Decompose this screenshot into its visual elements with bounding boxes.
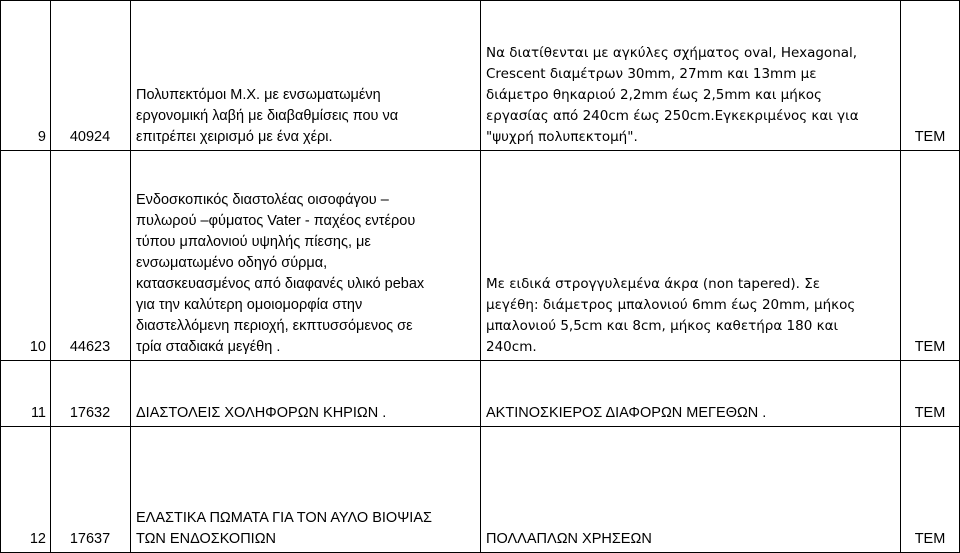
item-specification: [480, 0, 900, 150]
unit: [900, 360, 960, 426]
description-line: εργονομική λαβή με διαβαθμίσεις που να: [136, 108, 399, 124]
row-number-text: 11: [30, 405, 46, 421]
row-number: [0, 360, 50, 426]
spec-line: μπαλονιού 5,5cm και 8cm, μήκος καθετήρα 180 και: [486, 318, 839, 334]
description-line: για την καλύτερη ομοιομορφία στην: [136, 297, 363, 313]
item-code: [50, 0, 130, 150]
item-description: [130, 150, 480, 360]
description-line: Πολυπεκτόμοι Μ.Χ. με ενσωματωμένη: [136, 87, 381, 103]
row-number-text: 9: [37, 129, 46, 145]
unit: [900, 0, 960, 150]
spec-line: ΠΟΛΛΑΠΛΩΝ ΧΡΗΣΕΩΝ: [486, 531, 652, 547]
spec-line: μεγέθη: διάμετρος μπαλονιού 6mm έως 20mm, μήκος: [486, 297, 856, 313]
item-description: [130, 0, 480, 150]
item-code-text: 40924: [69, 129, 111, 145]
spec-line: Να διατίθενται με αγκύλες σχήματος oval, Hexagonal,: [486, 45, 858, 61]
description-line: τύπου μπαλονιού υψηλής πίεσης, με: [136, 234, 371, 250]
description-line: διαστελλόμενη περιοχή, εκπτυσσόμενος σε: [136, 318, 413, 334]
spec-line: διάμετρο θηκαριού 2,2mm έως 2,5mm και μήκος: [486, 87, 822, 103]
description-line: κατασκευασμένος από διαφανές υλικό pebax: [136, 276, 425, 292]
description-line: ενσωματωμένο οδηγό σύρμα,: [136, 255, 328, 271]
item-code-text: 44623: [69, 339, 111, 355]
unit: [900, 426, 960, 552]
description-line: ΕΛΑΣΤΙΚΑ ΠΩΜΑΤΑ ΓΙΑ ΤΟΝ ΑΥΛΟ ΒΙΟΨΙΑΣ: [136, 510, 432, 526]
row-number: [0, 150, 50, 360]
item-description: [130, 426, 480, 552]
item-code: [50, 360, 130, 426]
description-line: τρία σταδιακά μεγέθη .: [136, 339, 281, 355]
unit-text: ΤΕΜ: [914, 339, 946, 355]
spec-line: εργασίας από 240cm έως 250cm.Εγκεκριμένος και για: [486, 108, 859, 124]
item-code: [50, 150, 130, 360]
description-line: επιτρέπει χειρισμό με ένα χέρι.: [136, 129, 333, 145]
description-line: πυλωρού –φύματος Vater - παχέος εντέρου: [136, 213, 416, 229]
row-number-text: 10: [29, 339, 46, 355]
item-code-text: 17632: [69, 405, 111, 421]
description-line: Ενδοσκοπικός διαστολέας οισοφάγου –: [136, 192, 389, 208]
unit-text: ΤΕΜ: [914, 129, 946, 145]
spec-line: Με ειδικά στρογγυλεμένα άκρα (non tapered). Σε: [486, 276, 821, 292]
description-line: ΔΙΑΣΤΟΛΕΙΣ ΧΟΛΗΦΟΡΩΝ ΚΗΡΙΩΝ .: [136, 405, 387, 421]
unit: [900, 150, 960, 360]
spec-line: Crescent διαμέτρων 30mm, 27mm και 13mm με: [486, 66, 817, 82]
item-description: [130, 360, 480, 426]
row-number: [0, 426, 50, 552]
row-number: [0, 0, 50, 150]
unit-text: ΤΕΜ: [914, 405, 946, 421]
row-number-text: 12: [29, 531, 46, 547]
description-line: ΤΩΝ ΕΝΔΟΣΚΟΠΙΩΝ: [136, 531, 277, 547]
spec-line: 240cm.: [486, 339, 537, 355]
item-code-text: 17637: [69, 531, 111, 547]
item-specification: [480, 150, 900, 360]
unit-text: ΤΕΜ: [914, 531, 946, 547]
item-specification: [480, 426, 900, 552]
item-specification: [480, 360, 900, 426]
spec-line: "ψυχρή πολυπεκτομή".: [486, 129, 638, 145]
spec-line: ΑΚΤΙΝΟΣΚΙΕΡΟΣ ΔΙΑΦΟΡΩΝ ΜΕΓΕΘΩΝ .: [486, 405, 767, 421]
item-code: [50, 426, 130, 552]
